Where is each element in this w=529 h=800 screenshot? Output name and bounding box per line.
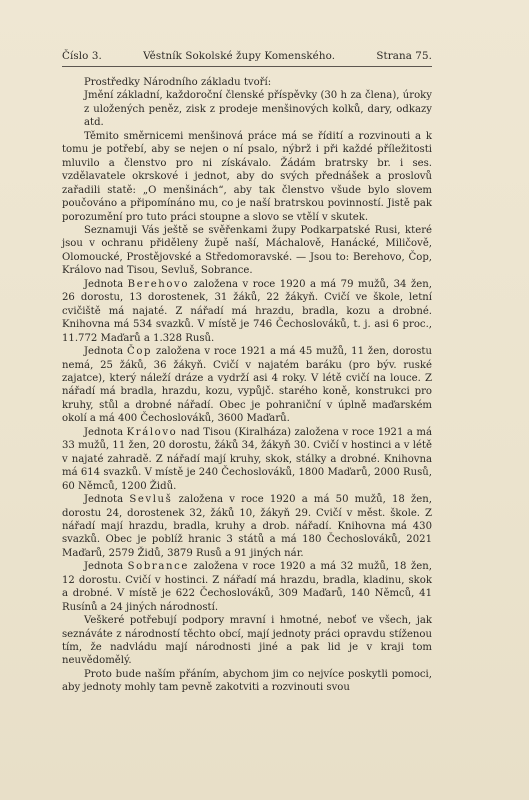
- paragraph-text: založena v roce 1920 a má 79 mužů, 34 žen, 26 dorostu, 13 dorostenek, 31 žáků, 22 žákyň. Cvičí ve škole, letní cvičiště má najaté. Z nářadí má hrazdu, bradla, kozu a drobné. Knihovna má 534 svazků. V místě je 746 Čechoslováků, t. j. asi 6 proc., 11.772 Maďarů a 1.328 Rusů.: [62, 278, 432, 344]
- paragraph-lead: Jednota: [84, 346, 124, 358]
- header-rule: [62, 66, 432, 67]
- paragraph-kralovo: [62, 426, 432, 493]
- paragraph: Jmění základní, každoroční členské příspěvky (30 h za člena), úroky z uložených peněz, zisk z prodeje menšinových kolků, dary, odkazy atd.: [84, 90, 432, 129]
- paragraph: Proto bude naším přáním, abychom jim co nejvíce poskytli pomoci, aby jednoty mohly tam pevně zakotviti a rozvinouti svou: [62, 668, 432, 694]
- paragraph-sevlus: [62, 493, 432, 560]
- paragraph: Seznamuji Vás ještě se svěřenkami župy Podkarpatské Rusi, které jsou v ochranu přiděleny župě naší, Máchalově, Hanácké, Miličově, Olomoucké, Prostějovské a Středomoravské. — Jsou to: Berehovo, Čop, Královo nad Tisou, Sevluš, Sobrance.: [62, 224, 432, 277]
- page-header: [62, 50, 432, 62]
- paragraph-text: založena v roce 1920 a má 50 mužů, 18 žen, dorostu 24, dorostenek 32, žáků 10, žákyň 29. Cvičí v měst. škole. Z nářadí mají hrazdu, bradla, kruhy a drob. nářadí. Knihovna má 430 svazků. Obec je poblíž hranic 3 států a má 180 Čechoslováků, 2021 Maďarů, 2579 Židů, 3879 Rusů a 91 jiných nár.: [62, 494, 432, 559]
- paragraph: Veškeré potřebují podpory mravní i hmotné, neboť ve všech, jak seznáváte z národností těchto obcí, mají jednoty práci opravdu stíženou tím, že nadvládu mají národnosti jiné a pak lid je v kraji tom neuvědomělý.: [62, 615, 432, 667]
- unit-name: Sevluš: [129, 494, 173, 506]
- paragraph-cop: [62, 345, 432, 426]
- paragraph-lead: Jednota: [84, 561, 124, 573]
- paragraph: Těmito směrnicemi menšinová práce má se řídití a rozvinouti a k tomu je potřebí, aby se nejen o ní psalo, nýbrž i při každé příležitosti mluvilo a členstvo pro ni získávalo. Žádám bratrsky br. i ses. vzdělavatele okrskové i jednot, aby do svých přednášek a proslovů zařadili statě: „O menšinách“, aby tak členstvo všude bylo slovem poučováno a připomínáno mu, co je naší bratrskou povinností. Jistě pak porozumění pro tuto práci stoupne a slovo se vtělí v skutek.: [62, 130, 432, 223]
- paragraph-berehovo: [62, 278, 432, 345]
- journal-title: Věstník Sokolské župy Komenského.: [143, 50, 336, 62]
- unit-name: Královo: [126, 426, 178, 438]
- unit-name: Berehovo: [127, 278, 190, 290]
- paragraph-lead: Jednota: [84, 278, 124, 290]
- page-number: Strana 75.: [376, 50, 432, 62]
- paragraph-lead: Jednota: [84, 426, 124, 438]
- issue-number: Číslo 3.: [62, 50, 102, 62]
- unit-name: Sobrance: [127, 561, 189, 573]
- paragraph-lead: Jednota: [84, 494, 124, 506]
- paragraph-text: založena v roce 1921 a má 45 mužů, 11 žen, dorostu nemá, 25 žáků, 36 žákyň. Cvičí v najatém baráku (pro býv. ruské zajatce), který náleží dráze a vydrží asi 4 roky. V létě cvičí na louce. Z nářadí má bradla, hrazdu, kozu, vypůjč. starého koně, konstrukci pro kruhy, stůl a drobné nářadí. Obec je pohraniční v úplně maďarském okolí a má 400 Čechoslováků, 3600 Maďarů.: [62, 346, 432, 425]
- paragraph-text: založena v roce 1920 a má 32 mužů, 18 žen, 12 dorostu. Cvičí v hostinci. Z nářadí má hrazdu, bradla, kladinu, skok a drobné. V místě je 622 Čechoslováků, 309 Maďarů, 140 Němců, 41 Rusínů a 24 jiných národností.: [62, 561, 432, 613]
- paragraph-sobrance: [62, 560, 432, 614]
- unit-name: Čop: [127, 346, 153, 358]
- paragraph: Prostředky Národního základu tvoří:: [84, 77, 272, 88]
- article-body: [62, 76, 432, 695]
- paragraph-text: nad Tisou (Kiralháza) založena v roce 1921 a má 33 mužů, 11 žen, 20 dorostu, žáků 34, žákyň 30. Cvičí v hostinci a v létě v najaté zahradě. Z nářadí mají kruhy, skok, stálky a drobné. Knihovna má 614 svazků. V místě je 240 Čechoslováků, 1800 Maďarů, 2000 Rusů, 60 Němců, 1200 Židů.: [62, 426, 432, 492]
